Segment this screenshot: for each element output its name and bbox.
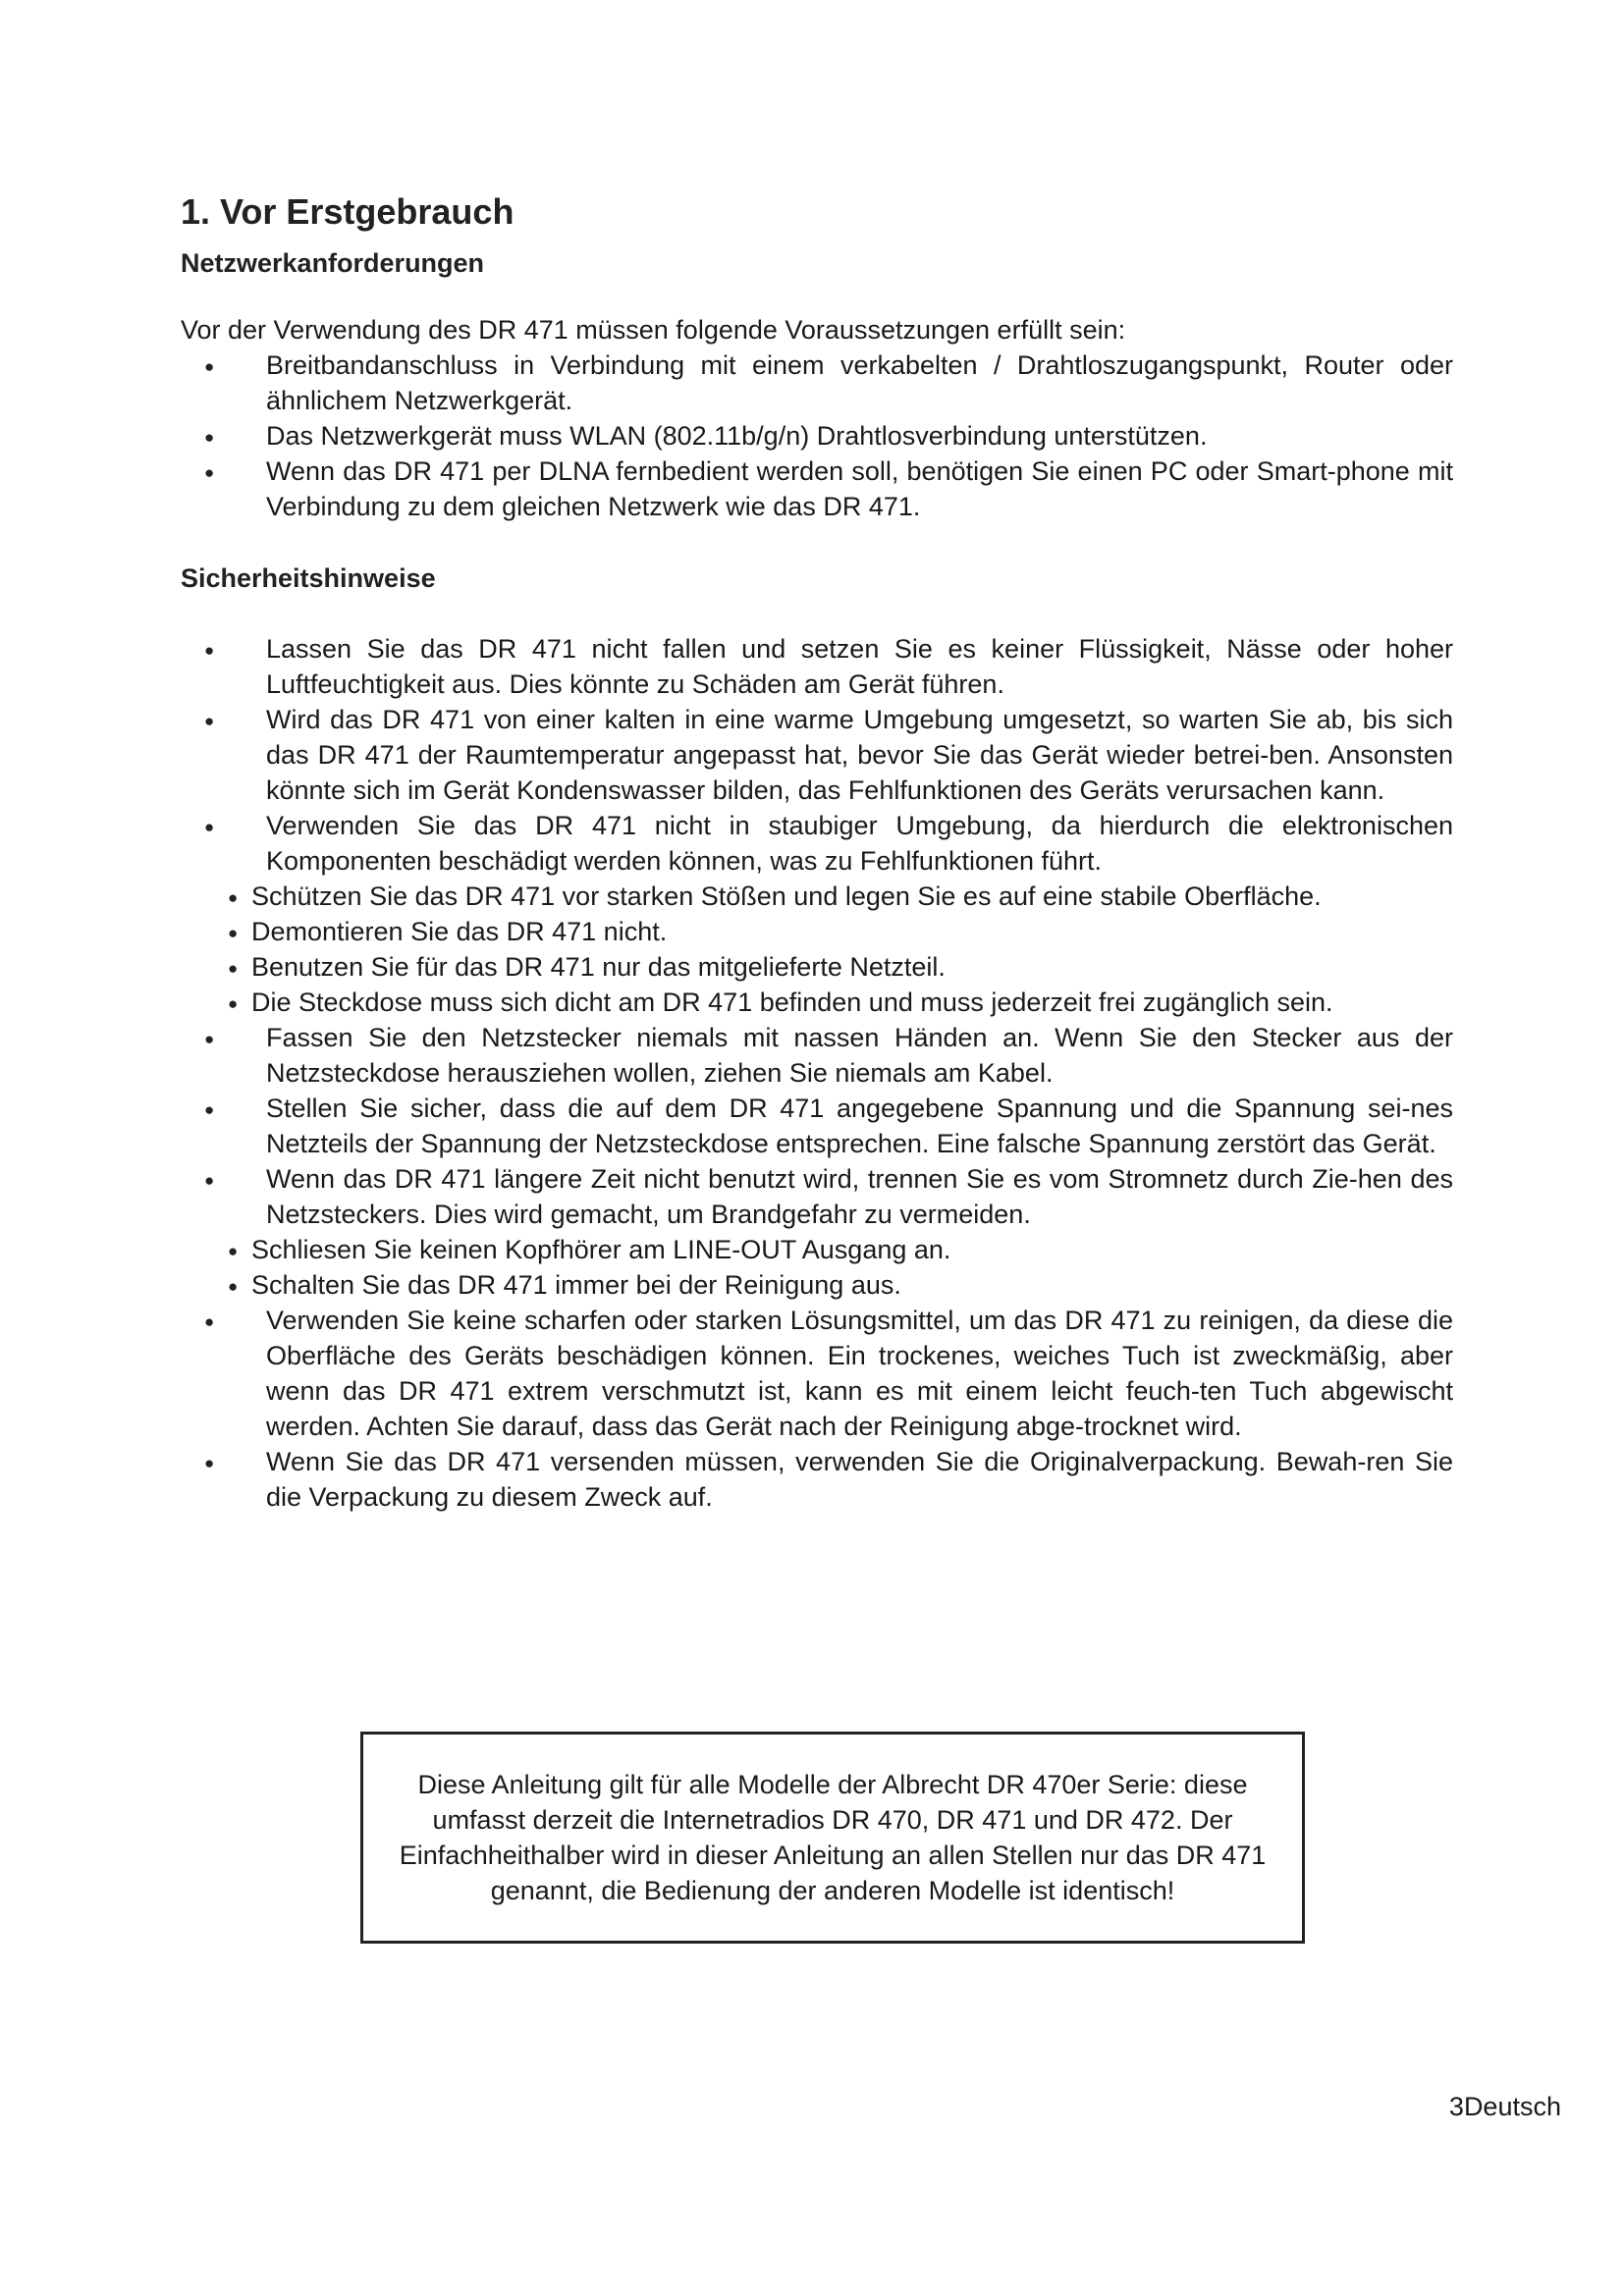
list-item: ● Lassen Sie das DR 471 nicht fallen und setzen Sie es keiner Flüssigkeit, Nässe oder hoher Luftfeuchtigkeit aus. Dies könnte zu Schäden am Gerät führen. [181, 631, 1453, 702]
chapter-heading: 1. Vor Erstgebrauch [181, 191, 514, 232]
list-item: ● Breitbandanschluss in Verbindung mit einem verkabelten / Drahtloszugangspunkt, Router oder ähnlichem Netzwerkgerät. [181, 347, 1453, 418]
safety-list [181, 631, 1453, 1515]
list-item: ● Wenn Sie das DR 471 versenden müssen, verwenden Sie die Originalverpackung. Bewah-ren Sie die Verpackung zu diesem Zweck auf. [181, 1444, 1453, 1515]
page-content [181, 188, 1453, 1515]
model-notice-text: Diese Anleitung gilt für alle Modelle der Albrecht DR 470er Serie: diese umfasst derzeit die Internetradios DR 470, DR 471 und DR 472. Der Einfachheithalber wird in dieser Anleitung an allen Stellen nur das DR 471 genannt, die Bedienung der anderen Modelle ist identisch! [399, 1770, 1267, 1905]
list-item: ● Stellen Sie sicher, dass die auf dem DR 471 angegebene Spannung und die Spannung sei-nes Netzteils der Spannung der Netzsteckdose entsprechen. Eine falsche Spannung zerstört das Gerät. [181, 1091, 1453, 1161]
list-item: ● Das Netzwerkgerät muss WLAN (802.11b/g/n) Drahtlosverbindung unterstützen. [181, 418, 1453, 454]
model-notice-box [360, 1732, 1305, 1944]
list-item: ● Schalten Sie das DR 471 immer bei der Reinigung aus. [181, 1267, 1453, 1303]
list-item: ● Benutzen Sie für das DR 471 nur das mitgelieferte Netzteil. [181, 949, 1453, 985]
safety-heading: Sicherheitshinweise [181, 563, 436, 593]
network-requirements-list [181, 347, 1453, 524]
network-intro: Vor der Verwendung des DR 471 müssen folgende Voraussetzungen erfüllt sein: [181, 315, 1126, 345]
list-item: ● Verwenden Sie keine scharfen oder starken Lösungsmittel, um das DR 471 zu reinigen, da diese die Oberfläche des Geräts beschädigen können. Ein trockenes, weiches Tuch ist zweckmäßig, aber wenn das DR 471 extrem verschmutzt ist, kann es mit einem leicht feuch-ten Tuch abgewischt werden. Achten Sie darauf, dass das Gerät nach der Reinigung abge-trocknet wird. [181, 1303, 1453, 1444]
list-item: ● Fassen Sie den Netzstecker niemals mit nassen Händen an. Wenn Sie den Stecker aus der Netzsteckdose herausziehen wollen, ziehen Sie niemals am Kabel. [181, 1020, 1453, 1091]
list-item: ● Schützen Sie das DR 471 vor starken Stößen und legen Sie es auf eine stabile Oberfläche. [181, 879, 1453, 914]
network-requirements-heading: Netzwerkanforderungen [181, 248, 485, 278]
list-item: ● Wenn das DR 471 per DLNA fernbedient werden soll, benötigen Sie einen PC oder Smart-phone mit Verbindung zu dem gleichen Netzwerk wie das DR 471. [181, 454, 1453, 524]
list-item: ● Verwenden Sie das DR 471 nicht in staubiger Umgebung, da hierdurch die elektronischen Komponenten beschädigt werden können, was zu Fehlfunktionen führt. [181, 808, 1453, 879]
list-item: ● Wenn das DR 471 längere Zeit nicht benutzt wird, trennen Sie es vom Stromnetz durch Zie-hen des Netzsteckers. Dies wird gemacht, um Brandgefahr zu vermeiden. [181, 1161, 1453, 1232]
list-item: ● Demontieren Sie das DR 471 nicht. [181, 914, 1453, 949]
list-item: ● Die Steckdose muss sich dicht am DR 471 befinden und muss jederzeit frei zugänglich sein. [181, 985, 1453, 1020]
page-footer: 3Deutsch [1448, 2092, 1561, 2121]
list-item: ● Schliesen Sie keinen Kopfhörer am LINE-OUT Ausgang an. [181, 1232, 1453, 1267]
list-item: ● Wird das DR 471 von einer kalten in eine warme Umgebung umgesetzt, so warten Sie ab, bis sich das DR 471 der Raumtemperatur angepasst hat, bevor Sie das Gerät wieder betrei-ben. Ansonsten könnte sich im Gerät Kondenswasser bilden, das Fehlfunktionen des Geräts verursachen kann. [181, 702, 1453, 808]
